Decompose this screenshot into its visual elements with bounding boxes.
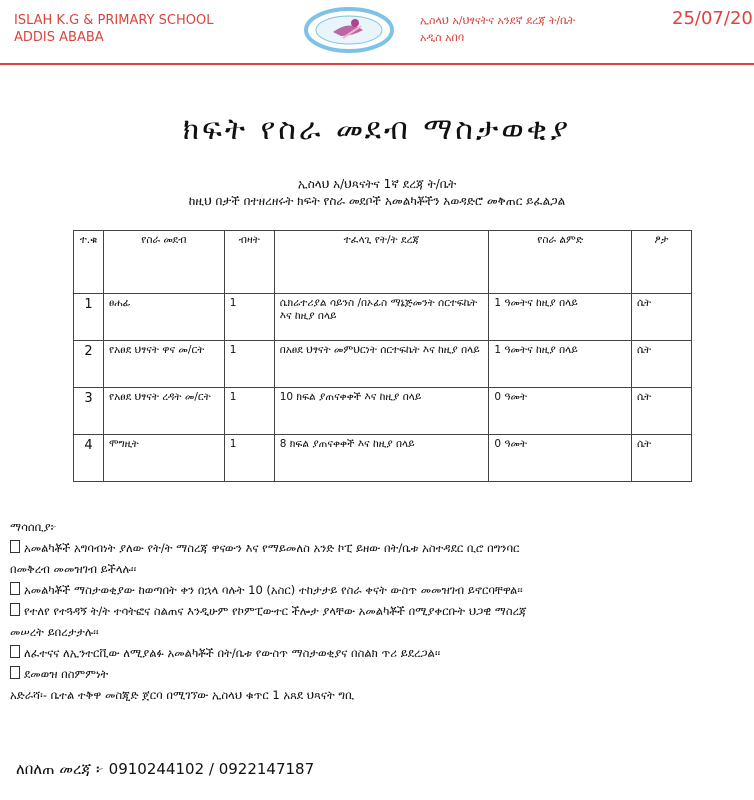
bullet-box-icon [10,645,20,658]
bullet-box-icon [10,666,20,679]
school-name-amharic [420,12,575,46]
cell-experience: 0 ዓመት [489,435,632,482]
page-title: ክፍት የስራ መደብ ማስታወቂያ [182,112,572,147]
cell-position: ፀሐፊ [103,294,224,341]
cell-no: 2 [74,341,104,388]
cell-education: ሴክሬተሪያል ሳይንስ /በኦፊስ ማኔጅመንት ሰርተፍኬት እና ከዚያ በላይ [274,294,489,341]
bullet-box-icon [10,540,20,553]
note-item-4 [10,643,744,664]
cell-experience: 1 ዓመትና ከዚያ በላይ [489,341,632,388]
bullet-box-icon [10,603,20,616]
col-header-experience: የስራ ልምድ [489,231,632,294]
note-item-3 [10,601,744,622]
date: 25/07/20 [672,8,753,29]
table-row [74,294,692,341]
note-text: ለፈተናና ለኢንተርቪው ለሚያልፉ አመልካቾች በት/ቤቱ የውስጥ ማስታወቂያና በስልክ ጥሪ ይደረጋል፡፡ [24,646,441,660]
intro-line-1: ኢስላህ አ/ህጻናትና 1ኛ ደረጃ ት/ቤት [297,177,457,191]
cell-quantity: 1 [224,294,274,341]
city-am: አዲስ አበባ [420,31,465,44]
table-row [74,388,692,435]
col-header-education: ተፈላጊ የት/ት ደረጃ [274,231,489,294]
note-text: አመልካቾች አግባብነት ያለው የት/ት ማስረጃ ዋናውን እና የማይመለስ አንድ ኮፒ ይዘው በት/ቤቱ አስተዳደር ቢሮ በግንባር [24,541,520,555]
school-name-am: ኢስላህ አ/ህፃናትና አንደኛ ደረጃ ት/ቤት [420,14,576,27]
cell-quantity: 1 [224,341,274,388]
cell-education: 10 ክፍል ያጠናቀቀች እና ከዚያ በላይ [274,388,489,435]
col-header-no: ተ.ቁ [74,231,104,294]
cell-quantity: 1 [224,388,274,435]
note-item-3-continued: መሠረት ይበረታታሉ፡፡ [10,625,99,639]
table-row [74,435,692,482]
notes-section [10,517,744,706]
school-name-english [14,12,213,46]
contact-phone: ለበለጠ መረጃ ፦ 0910244102 / 0922147187 [16,760,315,778]
school-logo-icon [303,6,395,54]
note-text: የተለየ የተጓዳኝ ት/ት ተሳትፎና ስልጠና እንዲሁም የኮምፒውተር ችሎታ ያላቸው አመልካቾች በሚያቀርቡት ህጋዊ ማስረጃ [24,604,527,618]
cell-gender: ሴት [632,435,692,482]
col-header-quantity: ብዛት [224,231,274,294]
table-header-row [74,231,692,294]
jobs-table [73,230,692,482]
note-item-5 [10,664,744,685]
cell-experience: 1 ዓመትና ከዚያ በላይ [489,294,632,341]
cell-position: ሞግዚት [103,435,224,482]
cell-gender: ሴት [632,341,692,388]
table-row [74,341,692,388]
col-header-gender: ፆታ [632,231,692,294]
cell-no: 3 [74,388,104,435]
header-divider [0,63,754,65]
cell-education: በአፀደ ህፃናት መምህርነት ሰርተፍኬት እና ከዚያ በላይ [274,341,489,388]
city-en: ADDIS ABABA [14,30,104,45]
cell-experience: 0 ዓመት [489,388,632,435]
notes-heading: ማሳሰቢያ፦ [10,520,57,534]
intro-line-2: ከዚህ በታች በተዘረዘሩት ክፍት የስራ መደቦች አመልካቾችን አወዳድሮ መቅጠር ይፈልጋል [188,194,566,208]
note-item-2 [10,580,744,601]
address: አድራሻ፡- ቤተል ተቅዋ መስጂድ ጀርባ በሚገኘው ኢስላህ ቁጥር 1 አጸደ ህጻናት ግቢ [10,688,355,702]
note-item-1 [10,538,744,559]
cell-no: 1 [74,294,104,341]
note-text: ደመወዝ በስምምነት [24,667,109,681]
bullet-box-icon [10,582,20,595]
cell-position: የአፀደ ህፃናት ረዳት መ/ርት [103,388,224,435]
cell-no: 4 [74,435,104,482]
cell-position: የአፀደ ህፃናት ዋና መ/ርት [103,341,224,388]
note-text: አመልካቾች ማስታወቂያው ከወጣበት ቀን በኋላ ባሉት 10 (አስር) ተከታታይ የስራ ቀናት ውስጥ መመዝገብ ይኖርባቸዋል፡፡ [24,583,523,597]
cell-gender: ሴት [632,388,692,435]
col-header-position: የስራ መደብ [103,231,224,294]
note-item-1-continued: በመቅረብ መመዝገብ ይችላሉ፡፡ [10,562,137,576]
cell-education: 8 ክፍል ያጠናቀቀች እና ከዚያ በላይ [274,435,489,482]
cell-quantity: 1 [224,435,274,482]
school-name-en: ISLAH K.G & PRIMARY SCHOOL [14,13,214,28]
cell-gender: ሴት [632,294,692,341]
